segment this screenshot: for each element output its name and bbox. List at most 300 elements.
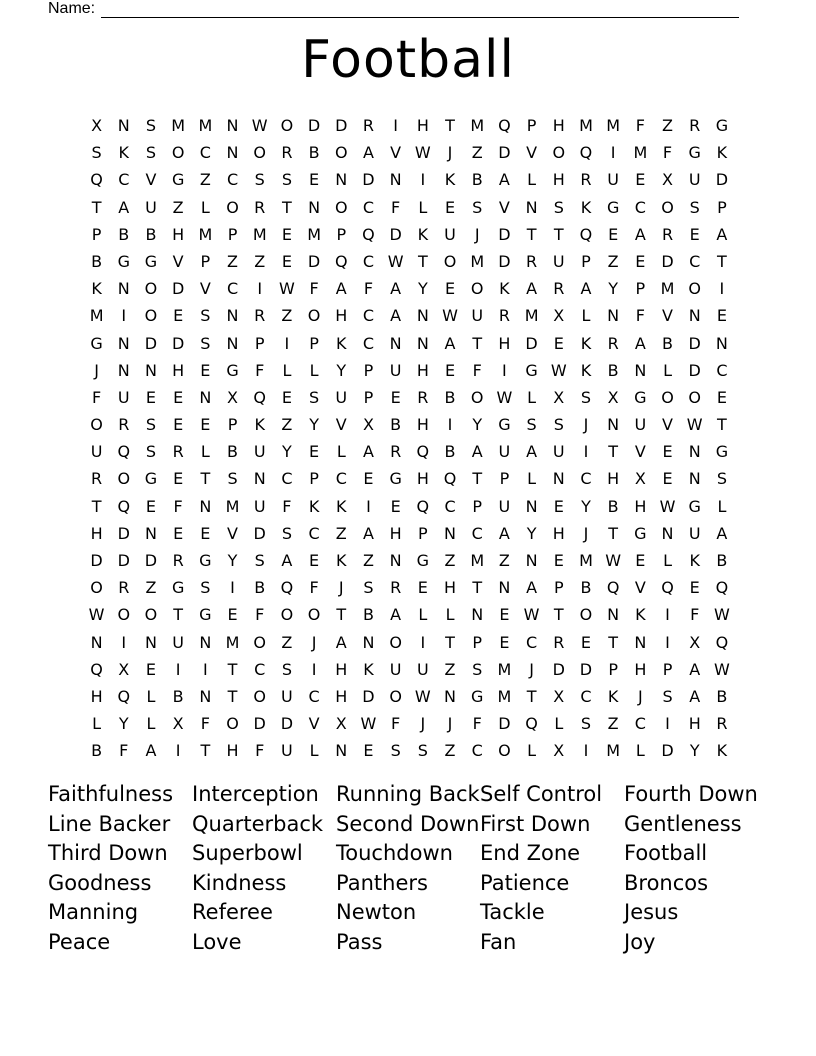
grid-letter[interactable]: Y <box>227 551 238 570</box>
grid-letter[interactable]: O <box>253 143 267 163</box>
grid-letter[interactable]: U <box>607 170 620 190</box>
grid-letter[interactable]: I <box>366 496 371 516</box>
grid-letter[interactable]: W <box>550 360 567 380</box>
grid-letter[interactable]: P <box>635 279 646 299</box>
grid-letter[interactable]: P <box>363 360 374 380</box>
grid-letter[interactable]: R <box>553 279 565 299</box>
grid-letter[interactable]: L <box>554 714 564 734</box>
grid-letter[interactable]: J <box>474 224 480 244</box>
grid-letter[interactable]: O <box>90 578 103 598</box>
grid-letter[interactable]: Q <box>579 143 593 163</box>
grid-letter[interactable]: S <box>526 415 537 435</box>
grid-letter[interactable]: E <box>716 387 727 407</box>
grid-letter[interactable]: E <box>635 551 646 570</box>
grid-letter[interactable]: W <box>88 605 105 625</box>
grid-letter[interactable]: S <box>145 116 157 135</box>
grid-letter[interactable]: S <box>254 551 265 570</box>
grid-letter[interactable]: F <box>309 279 319 299</box>
grid-letter[interactable]: M <box>579 116 593 135</box>
grid-letter[interactable]: M <box>307 224 321 244</box>
grid-letter[interactable]: D <box>498 714 511 734</box>
grid-letter[interactable]: X <box>118 659 130 679</box>
grid-letter[interactable]: Y <box>581 496 591 516</box>
grid-letter[interactable]: N <box>199 686 212 706</box>
grid-letter[interactable]: C <box>308 523 320 543</box>
grid-letter[interactable]: U <box>90 442 103 462</box>
grid-letter[interactable]: R <box>362 116 375 135</box>
grid-letter[interactable]: O <box>579 605 593 625</box>
grid-letter[interactable]: N <box>362 632 375 652</box>
grid-letter[interactable]: G <box>389 469 402 489</box>
grid-letter[interactable]: P <box>418 523 428 543</box>
grid-letter[interactable]: K <box>417 224 429 244</box>
grid-letter[interactable]: Y <box>282 442 292 462</box>
grid-letter[interactable]: P <box>472 496 483 516</box>
grid-letter[interactable]: V <box>634 578 646 598</box>
grid-letter[interactable]: G <box>171 578 185 598</box>
grid-letter[interactable]: D <box>280 714 294 734</box>
grid-letter[interactable]: S <box>363 578 374 598</box>
grid-letter[interactable]: V <box>145 170 157 190</box>
grid-letter[interactable]: I <box>175 659 181 679</box>
grid-letter[interactable]: Z <box>498 551 510 570</box>
grid-letter[interactable]: L <box>92 714 102 734</box>
grid-letter[interactable]: A <box>526 578 538 598</box>
grid-letter[interactable]: E <box>635 170 646 190</box>
grid-letter[interactable]: F <box>119 741 129 761</box>
grid-letter[interactable]: S <box>254 170 265 190</box>
grid-letter[interactable]: O <box>470 279 484 299</box>
grid-letter[interactable]: Z <box>227 251 239 271</box>
grid-letter[interactable]: S <box>200 306 211 326</box>
grid-letter[interactable]: H <box>634 659 647 679</box>
grid-letter[interactable]: F <box>255 360 265 380</box>
grid-letter[interactable]: J <box>311 632 317 652</box>
grid-letter[interactable]: S <box>200 333 211 353</box>
grid-letter[interactable]: J <box>447 143 453 163</box>
grid-letter[interactable]: B <box>254 578 266 598</box>
grid-letter[interactable]: M <box>633 143 648 163</box>
grid-letter[interactable]: S <box>145 415 157 435</box>
grid-letter[interactable]: T <box>200 469 211 489</box>
grid-letter[interactable]: A <box>118 197 130 217</box>
grid-letter[interactable]: N <box>416 306 429 326</box>
grid-letter[interactable]: L <box>418 605 428 625</box>
grid-letter[interactable]: B <box>172 686 184 706</box>
grid-letter[interactable]: J <box>447 714 453 734</box>
grid-letter[interactable]: N <box>144 523 157 543</box>
grid-letter[interactable]: S <box>580 387 592 407</box>
grid-letter[interactable]: S <box>309 387 320 407</box>
grid-letter[interactable]: S <box>145 442 157 462</box>
grid-letter[interactable]: R <box>254 306 266 326</box>
grid-letter[interactable]: F <box>635 116 645 135</box>
grid-letter[interactable]: C <box>254 659 266 679</box>
grid-letter[interactable]: G <box>416 551 430 570</box>
grid-letter[interactable]: O <box>226 197 239 217</box>
grid-letter[interactable]: Z <box>471 143 483 163</box>
grid-letter[interactable]: E <box>363 469 374 489</box>
grid-letter[interactable]: F <box>662 143 673 163</box>
grid-letter[interactable]: G <box>688 496 701 516</box>
grid-letter[interactable]: B <box>716 551 728 570</box>
grid-letter[interactable]: R <box>526 251 538 271</box>
grid-letter[interactable]: N <box>525 496 538 516</box>
grid-letter[interactable]: E <box>200 360 211 380</box>
grid-letter[interactable]: I <box>257 279 263 299</box>
grid-letter[interactable]: A <box>498 170 510 190</box>
grid-letter[interactable]: I <box>393 116 399 135</box>
grid-letter[interactable]: Z <box>172 197 184 217</box>
grid-letter[interactable]: U <box>416 659 429 679</box>
grid-letter[interactable]: C <box>226 170 239 190</box>
grid-letter[interactable]: K <box>91 279 102 299</box>
grid-letter[interactable]: E <box>553 333 564 353</box>
grid-letter[interactable]: O <box>144 605 158 625</box>
grid-letter[interactable]: M <box>497 659 512 679</box>
grid-letter[interactable]: B <box>145 224 157 244</box>
grid-letter[interactable]: D <box>498 143 511 163</box>
grid-letter[interactable]: I <box>665 605 670 625</box>
grid-letter[interactable]: L <box>527 469 537 489</box>
grid-letter[interactable]: O <box>90 415 103 435</box>
grid-letter[interactable]: D <box>715 170 729 190</box>
grid-letter[interactable]: N <box>90 632 103 652</box>
grid-letter[interactable]: D <box>688 333 701 353</box>
grid-letter[interactable]: H <box>634 496 647 516</box>
grid-letter[interactable]: Q <box>661 578 674 598</box>
grid-letter[interactable]: R <box>390 442 402 462</box>
grid-letter[interactable]: K <box>580 333 592 353</box>
grid-letter[interactable]: K <box>607 686 619 706</box>
grid-letter[interactable]: X <box>172 714 184 734</box>
grid-letter[interactable]: A <box>716 523 728 543</box>
grid-letter[interactable]: B <box>716 686 728 706</box>
grid-letter[interactable]: C <box>118 170 130 190</box>
grid-letter[interactable]: M <box>198 116 213 135</box>
grid-letter[interactable]: I <box>121 632 127 652</box>
grid-letter[interactable]: O <box>389 686 402 706</box>
grid-letter[interactable]: N <box>525 197 538 217</box>
grid-letter[interactable]: C <box>444 496 456 516</box>
grid-letter[interactable]: C <box>580 686 592 706</box>
grid-letter[interactable]: X <box>91 116 103 135</box>
grid-letter[interactable]: W <box>387 251 404 271</box>
grid-letter[interactable]: L <box>200 442 210 462</box>
grid-letter[interactable]: L <box>663 360 672 380</box>
grid-letter[interactable]: N <box>607 415 620 435</box>
grid-letter[interactable]: N <box>688 469 701 489</box>
grid-letter[interactable]: B <box>362 605 374 625</box>
grid-letter[interactable]: N <box>226 143 239 163</box>
grid-letter[interactable]: E <box>173 469 184 489</box>
grid-letter[interactable]: W <box>278 279 295 299</box>
grid-letter[interactable]: Z <box>254 251 266 271</box>
grid-letter[interactable]: W <box>496 387 513 407</box>
grid-letter[interactable]: W <box>523 605 540 625</box>
grid-letter[interactable]: F <box>309 578 319 598</box>
grid-letter[interactable]: O <box>144 306 158 326</box>
grid-letter[interactable]: P <box>309 469 319 489</box>
grid-letter[interactable]: C <box>526 632 538 652</box>
grid-letter[interactable]: W <box>686 415 703 435</box>
grid-letter[interactable]: X <box>689 632 701 652</box>
grid-letter[interactable]: O <box>280 605 294 625</box>
grid-letter[interactable]: T <box>526 686 537 706</box>
grid-letter[interactable]: G <box>171 170 185 190</box>
grid-letter[interactable]: T <box>472 469 483 489</box>
grid-letter[interactable]: B <box>390 415 402 435</box>
grid-letter[interactable]: L <box>282 360 292 380</box>
grid-letter[interactable]: S <box>390 741 401 761</box>
grid-letter[interactable]: N <box>634 360 647 380</box>
grid-letter[interactable]: G <box>634 387 647 407</box>
grid-letter[interactable]: Q <box>253 387 267 407</box>
grid-letter[interactable]: K <box>363 659 374 679</box>
grid-letter[interactable]: N <box>389 333 402 353</box>
grid-letter[interactable]: R <box>661 224 674 244</box>
grid-letter[interactable]: L <box>336 442 346 462</box>
grid-letter[interactable]: Y <box>526 523 537 543</box>
grid-letter[interactable]: Q <box>334 251 348 271</box>
grid-letter[interactable]: S <box>689 197 700 217</box>
grid-letter[interactable]: S <box>716 469 727 489</box>
grid-letter[interactable]: H <box>552 523 565 543</box>
grid-letter[interactable]: H <box>389 523 402 543</box>
grid-letter[interactable]: G <box>634 523 647 543</box>
grid-letter[interactable]: N <box>715 333 728 353</box>
grid-letter[interactable]: A <box>580 279 592 299</box>
grid-letter[interactable]: C <box>634 197 646 217</box>
grid-letter[interactable]: U <box>389 360 402 380</box>
grid-letter[interactable]: D <box>307 116 321 135</box>
grid-letter[interactable]: H <box>172 224 185 244</box>
grid-letter[interactable]: A <box>390 279 402 299</box>
grid-letter[interactable]: W <box>713 605 730 625</box>
grid-letter[interactable]: P <box>309 333 319 353</box>
grid-letter[interactable]: E <box>145 659 157 679</box>
grid-letter[interactable]: X <box>553 306 565 326</box>
grid-letter[interactable]: U <box>688 170 701 190</box>
grid-letter[interactable]: P <box>227 415 238 435</box>
grid-letter[interactable]: B <box>118 224 130 244</box>
grid-letter[interactable]: R <box>118 578 130 598</box>
grid-letter[interactable]: C <box>281 469 293 489</box>
grid-letter[interactable]: U <box>281 686 293 706</box>
grid-letter[interactable]: N <box>607 605 620 625</box>
grid-letter[interactable]: S <box>281 170 292 190</box>
grid-letter[interactable]: D <box>579 659 593 679</box>
grid-letter[interactable]: J <box>94 360 99 380</box>
grid-letter[interactable]: D <box>498 224 511 244</box>
grid-letter[interactable]: G <box>688 143 701 163</box>
grid-letter[interactable]: V <box>308 714 320 734</box>
grid-letter[interactable]: T <box>282 197 292 217</box>
grid-letter[interactable]: N <box>661 523 674 543</box>
grid-letter[interactable]: K <box>336 333 347 353</box>
grid-letter[interactable]: N <box>335 741 348 761</box>
grid-letter[interactable]: E <box>363 741 374 761</box>
grid-letter[interactable]: N <box>688 306 701 326</box>
grid-letter[interactable]: E <box>145 496 157 516</box>
grid-letter[interactable]: C <box>471 741 483 761</box>
grid-letter[interactable]: U <box>335 387 348 407</box>
grid-letter[interactable]: K <box>336 551 347 570</box>
grid-letter[interactable]: E <box>200 415 211 435</box>
grid-letter[interactable]: W <box>251 116 268 135</box>
grid-letter[interactable]: E <box>553 551 564 570</box>
grid-letter[interactable]: U <box>552 442 565 462</box>
grid-letter[interactable]: Z <box>281 415 293 435</box>
grid-letter[interactable]: D <box>525 333 538 353</box>
grid-letter[interactable]: N <box>226 116 239 135</box>
grid-letter[interactable]: M <box>252 224 267 244</box>
grid-letter[interactable]: E <box>173 387 184 407</box>
grid-letter[interactable]: L <box>146 714 156 734</box>
grid-letter[interactable]: N <box>471 605 484 625</box>
grid-letter[interactable]: J <box>637 686 643 706</box>
grid-letter[interactable]: L <box>418 197 428 217</box>
grid-letter[interactable]: H <box>552 170 565 190</box>
grid-letter[interactable]: E <box>635 251 646 271</box>
grid-letter[interactable]: L <box>717 496 727 516</box>
grid-letter[interactable]: N <box>117 279 130 299</box>
grid-letter[interactable]: U <box>117 387 130 407</box>
grid-letter[interactable]: L <box>200 197 210 217</box>
grid-letter[interactable]: H <box>416 415 429 435</box>
grid-letter[interactable]: C <box>362 333 375 353</box>
grid-letter[interactable]: A <box>362 442 374 462</box>
grid-letter[interactable]: T <box>472 333 483 353</box>
grid-letter[interactable]: P <box>336 224 347 244</box>
grid-letter[interactable]: T <box>717 251 727 271</box>
word-search-grid[interactable] <box>83 112 736 765</box>
grid-letter[interactable]: U <box>498 496 511 516</box>
grid-letter[interactable]: M <box>198 224 213 244</box>
grid-letter[interactable]: G <box>606 197 620 217</box>
grid-letter[interactable]: T <box>445 632 455 652</box>
grid-letter[interactable]: E <box>444 279 456 299</box>
grid-letter[interactable]: I <box>610 143 616 163</box>
grid-letter[interactable]: O <box>661 197 674 217</box>
grid-letter[interactable]: R <box>498 306 510 326</box>
grid-letter[interactable]: A <box>145 741 157 761</box>
grid-letter[interactable]: H <box>416 116 429 135</box>
grid-letter[interactable]: T <box>200 741 211 761</box>
grid-letter[interactable]: N <box>389 551 402 570</box>
grid-letter[interactable]: T <box>336 605 347 625</box>
grid-letter[interactable]: L <box>309 741 319 761</box>
grid-letter[interactable]: E <box>309 551 320 570</box>
grid-letter[interactable]: N <box>226 333 239 353</box>
grid-letter[interactable]: S <box>91 143 102 163</box>
grid-letter[interactable]: B <box>444 387 456 407</box>
grid-letter[interactable]: O <box>552 143 566 163</box>
name-underline[interactable] <box>101 3 739 18</box>
grid-letter[interactable]: E <box>553 496 564 516</box>
grid-letter[interactable]: D <box>144 551 158 570</box>
grid-letter[interactable]: Q <box>715 632 729 652</box>
grid-letter[interactable]: N <box>335 170 348 190</box>
grid-letter[interactable]: G <box>144 251 158 271</box>
grid-letter[interactable]: T <box>445 116 455 135</box>
grid-letter[interactable]: A <box>526 279 538 299</box>
grid-letter[interactable]: P <box>553 578 564 598</box>
grid-letter[interactable]: K <box>580 197 592 217</box>
grid-letter[interactable]: C <box>362 306 375 326</box>
grid-letter[interactable]: W <box>414 686 431 706</box>
grid-letter[interactable]: Q <box>416 442 430 462</box>
grid-letter[interactable]: V <box>227 523 238 543</box>
grid-letter[interactable]: T <box>608 442 619 462</box>
grid-letter[interactable]: U <box>253 496 266 516</box>
grid-letter[interactable]: P <box>91 224 102 244</box>
grid-letter[interactable]: D <box>498 251 511 271</box>
grid-letter[interactable]: Y <box>336 360 347 380</box>
grid-letter[interactable]: D <box>171 279 185 299</box>
grid-letter[interactable]: U <box>389 659 402 679</box>
grid-letter[interactable]: G <box>715 116 729 135</box>
grid-letter[interactable]: S <box>553 197 564 217</box>
grid-letter[interactable]: V <box>199 279 211 299</box>
grid-letter[interactable]: I <box>420 632 426 652</box>
grid-letter[interactable]: D <box>253 523 266 543</box>
grid-letter[interactable]: D <box>307 251 321 271</box>
grid-letter[interactable]: E <box>200 523 211 543</box>
grid-letter[interactable]: D <box>117 551 130 570</box>
grid-letter[interactable]: O <box>117 605 131 625</box>
grid-letter[interactable]: R <box>172 551 184 570</box>
grid-letter[interactable]: A <box>634 224 646 244</box>
grid-letter[interactable]: T <box>91 197 102 217</box>
grid-letter[interactable]: Z <box>281 306 293 326</box>
grid-letter[interactable]: K <box>716 143 728 163</box>
grid-letter[interactable]: O <box>307 605 321 625</box>
grid-letter[interactable]: P <box>581 251 591 271</box>
grid-letter[interactable]: A <box>471 442 483 462</box>
grid-letter[interactable]: F <box>363 279 374 299</box>
grid-letter[interactable]: B <box>471 170 483 190</box>
grid-letter[interactable]: B <box>607 360 619 380</box>
grid-letter[interactable]: Z <box>362 551 374 570</box>
grid-letter[interactable]: N <box>117 360 130 380</box>
grid-letter[interactable]: Q <box>90 170 103 190</box>
grid-letter[interactable]: N <box>226 306 239 326</box>
grid-letter[interactable]: C <box>471 523 483 543</box>
grid-letter[interactable]: P <box>200 251 211 271</box>
grid-letter[interactable]: K <box>254 415 265 435</box>
grid-letter[interactable]: W <box>605 551 622 570</box>
grid-letter[interactable]: N <box>416 333 429 353</box>
grid-letter[interactable]: E <box>499 605 510 625</box>
grid-letter[interactable]: S <box>417 741 428 761</box>
grid-letter[interactable]: M <box>470 251 485 271</box>
grid-letter[interactable]: D <box>362 686 375 706</box>
grid-letter[interactable]: E <box>689 224 700 244</box>
grid-letter[interactable]: F <box>255 741 265 761</box>
grid-letter[interactable]: K <box>118 143 130 163</box>
grid-letter[interactable]: N <box>525 551 538 570</box>
grid-letter[interactable]: Q <box>443 469 457 489</box>
grid-letter[interactable]: T <box>717 415 727 435</box>
grid-letter[interactable]: I <box>502 360 507 380</box>
grid-letter[interactable]: T <box>608 523 619 543</box>
grid-letter[interactable]: S <box>472 659 483 679</box>
grid-letter[interactable]: M <box>225 632 240 652</box>
grid-letter[interactable]: W <box>414 143 431 163</box>
grid-letter[interactable]: M <box>470 551 485 570</box>
grid-letter[interactable]: J <box>583 523 589 543</box>
